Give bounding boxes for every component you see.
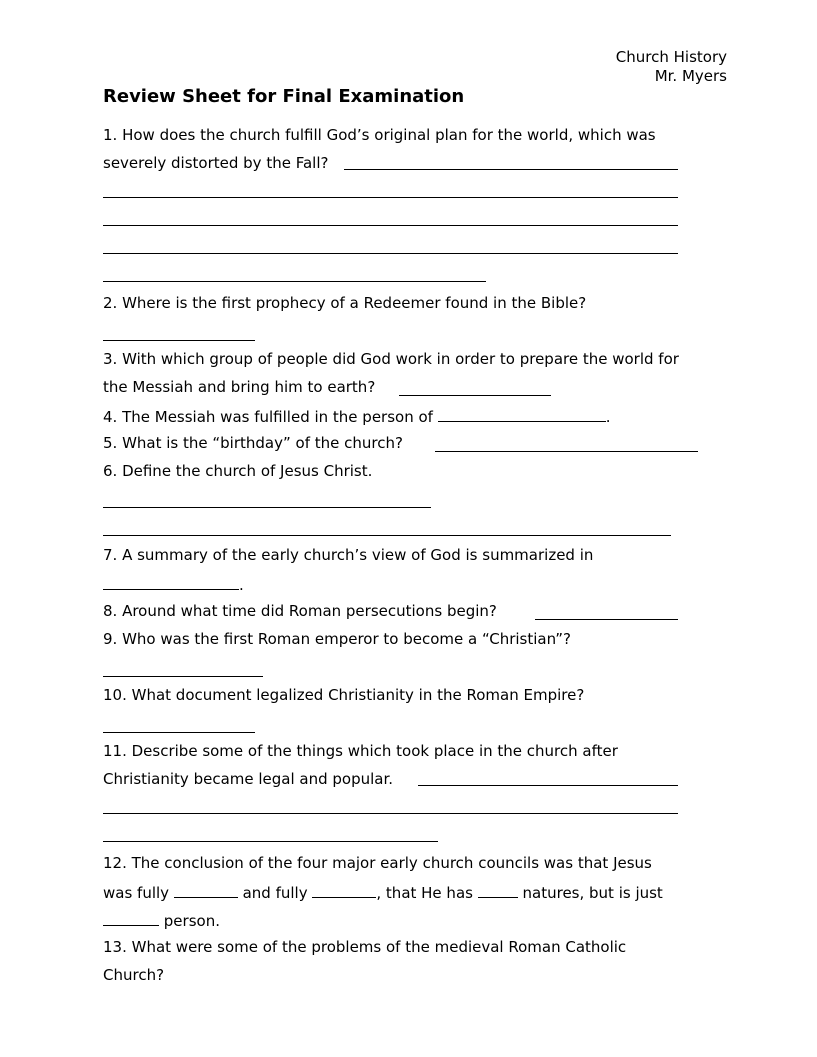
question-12-line-3: person. [103, 909, 220, 931]
answer-line-11a[interactable] [418, 785, 678, 786]
answer-line-2[interactable] [103, 340, 255, 341]
question-11-line-2: Christianity became legal and popular. [103, 770, 394, 788]
answer-line-10[interactable] [103, 732, 255, 733]
answer-line-11b[interactable] [103, 813, 678, 814]
header-course-info [616, 48, 727, 86]
answer-line-1d[interactable] [103, 253, 678, 254]
question-6: 6. Define the church of Jesus Christ. [103, 462, 373, 480]
answer-line-1a[interactable] [344, 169, 678, 170]
question-13-line-2: Church? [103, 966, 165, 984]
question-12-line-1: 12. The conclusion of the four major early church councils was that Jesus [103, 854, 652, 872]
answer-line-6b[interactable] [103, 535, 671, 536]
question-13-line-1: 13. What were some of the problems of the medieval Roman Catholic [103, 938, 627, 956]
question-7-blank-line: . [103, 573, 244, 595]
answer-line-1b[interactable] [103, 197, 678, 198]
answer-line-1c[interactable] [103, 225, 678, 226]
answer-blank-12a[interactable] [174, 881, 238, 898]
answer-line-6a[interactable] [103, 507, 431, 508]
answer-blank-12b[interactable] [312, 881, 376, 898]
answer-line-11c[interactable] [103, 841, 438, 842]
question-9: 9. Who was the first Roman emperor to become a “Christian”? [103, 630, 572, 648]
answer-blank-4[interactable] [438, 405, 606, 422]
teacher-name: Mr. Myers [654, 67, 727, 85]
question-1-line-1: 1. How does the church fulfill God’s original plan for the world, which was [103, 126, 656, 144]
question-4: 4. The Messiah was fulfilled in the person of . [103, 405, 611, 427]
question-7: 7. A summary of the early church’s view of God is summarized in [103, 546, 594, 564]
answer-blank-7[interactable] [103, 573, 239, 590]
answer-line-8[interactable] [535, 619, 678, 620]
question-10: 10. What document legalized Christianity in the Roman Empire? [103, 686, 585, 704]
question-12-line-2: was fully and fully , that He has natures, but is just [103, 881, 663, 903]
answer-blank-12d[interactable] [103, 909, 159, 926]
answer-line-3[interactable] [399, 395, 551, 396]
course-name: Church History [615, 48, 727, 66]
question-11-line-1: 11. Describe some of the things which took place in the church after [103, 742, 618, 760]
answer-line-5[interactable] [435, 451, 698, 452]
question-1-line-2: severely distorted by the Fall? [103, 154, 329, 172]
answer-line-9[interactable] [103, 676, 263, 677]
answer-blank-12c[interactable] [478, 881, 518, 898]
question-8: 8. Around what time did Roman persecutions begin? [103, 602, 497, 620]
question-2: 2. Where is the first prophecy of a Redeemer found in the Bible? [103, 294, 587, 312]
page-title: Review Sheet for Final Examination [103, 86, 465, 107]
answer-line-1e[interactable] [103, 281, 486, 282]
question-3-line-2: the Messiah and bring him to earth? [103, 378, 376, 396]
question-3-line-1: 3. With which group of people did God work in order to prepare the world for [103, 350, 679, 368]
question-5: 5. What is the “birthday” of the church? [103, 434, 403, 452]
